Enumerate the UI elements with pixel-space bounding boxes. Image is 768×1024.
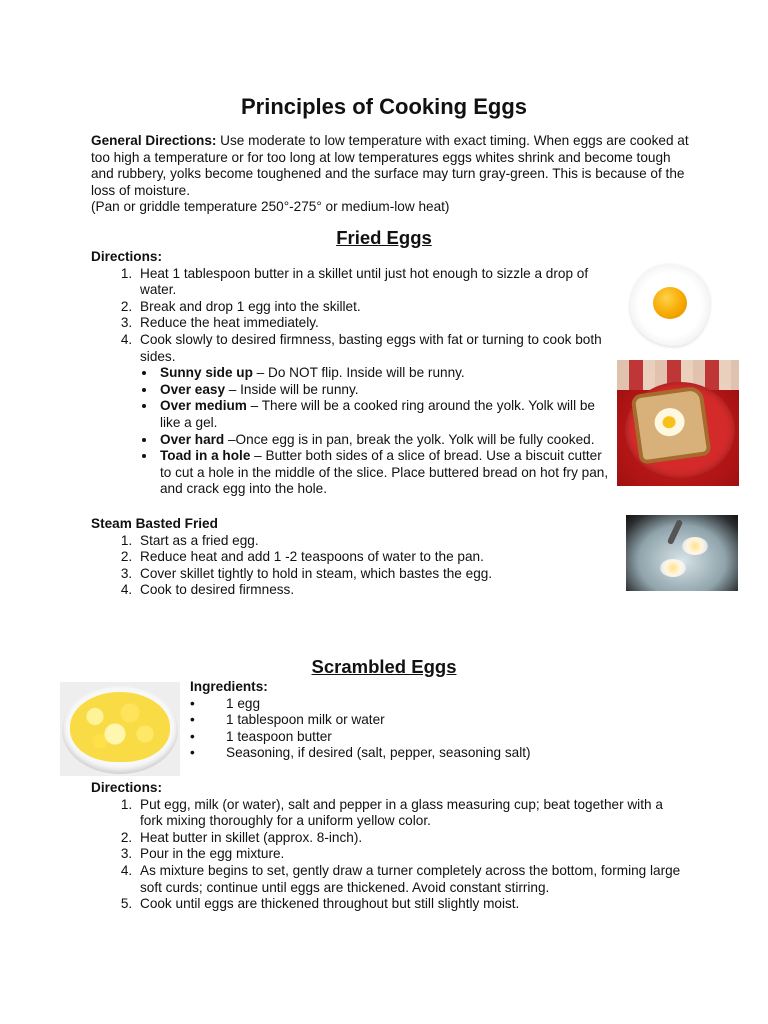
scrambled-directions-label: Directions:: [91, 780, 163, 795]
fried-eggs-section: [91, 249, 611, 498]
fried-step: 2. Break and drop 1 egg into the skillet.: [136, 299, 611, 316]
turner-shape: [667, 519, 683, 545]
ingredients-label: Ingredients:: [190, 679, 268, 694]
general-directions-paragraph: [91, 133, 691, 199]
general-directions-text: Use moderate to low temperature with exact timing. When eggs are cooked at too high a temperature or for too long at low temperatures eggs whites shrink and become tough and rubbery, yolks become toughened and the surface may turn gray-green. This is because of the loss of moisture.: [91, 133, 689, 198]
steam-step: 4. Cook to desired firmness.: [136, 582, 611, 599]
fried-style-desc: – Butter both sides of a slice of bread. Use a biscuit cutter to cut a hole in the middle of the slice. Place buttered bread on hot fry pan, and crack egg into the hole.: [160, 448, 609, 497]
egg-yolk-shape: [653, 287, 687, 319]
temperature-note: (Pan or griddle temperature 250°-275° or medium-low heat): [91, 199, 450, 215]
scrambled-steps-list: [91, 797, 681, 913]
toad-in-a-hole-image: [617, 360, 739, 486]
scrambled-step: 3. Pour in the egg mixture.: [136, 846, 681, 863]
scrambled-ingredients: [190, 679, 610, 762]
steam-basted-egg-image: [626, 515, 738, 591]
fried-style-item: [157, 382, 611, 399]
fried-style-name: Over hard: [160, 431, 225, 447]
fried-directions-label: Directions:: [91, 249, 163, 264]
fried-style-desc: – Do NOT flip. Inside will be runny.: [252, 365, 465, 381]
fried-style-name: Over easy: [160, 381, 226, 397]
general-directions: [91, 133, 691, 216]
fried-style-item: [157, 365, 611, 382]
fried-style-item: [157, 398, 611, 431]
fried-style-name: Toad in a hole: [160, 448, 251, 464]
fried-style-item: [157, 432, 611, 449]
scrambled-eggs-heading: Scrambled Eggs: [311, 656, 457, 677]
basted-egg-shape: [660, 559, 686, 577]
fried-egg-image: [624, 258, 716, 354]
general-directions-label: General Directions:: [91, 133, 217, 148]
fried-style-name: Over medium: [160, 398, 247, 414]
fried-step: 1. Heat 1 tablespoon butter in a skillet until just hot enough to sizzle a drop of water.: [136, 266, 611, 299]
egg-in-hole-shape: [653, 406, 687, 438]
fried-steps-list: [91, 266, 611, 366]
scrambled-step: 2. Heat butter in skillet (approx. 8-inch).: [136, 830, 681, 847]
scrambled-step: 4. As mixture begins to set, gently draw a turner completely across the bottom, forming large soft curds; continue until eggs are thickened. Avoid constant stirring.: [136, 863, 681, 896]
scrambled-step: 1. Put egg, milk (or water), salt and pepper in a glass measuring cup; beat together with a fork mixing thoroughly for a uniform yellow color.: [136, 797, 681, 830]
fried-style-item: [157, 448, 611, 498]
fried-style-desc: – There will be a cooked ring around the yolk. Yolk will be like a gel.: [160, 398, 595, 430]
fried-step: 3. Reduce the heat immediately.: [136, 315, 611, 332]
steam-steps-list: [91, 533, 611, 599]
ingredient-item: • 1 tablespoon milk or water: [190, 712, 610, 729]
basted-egg-shape: [682, 537, 708, 555]
bread-slice-shape: [630, 385, 711, 464]
steam-basted-label: Steam Basted Fried: [91, 516, 218, 531]
steam-step: 2. Reduce heat and add 1 -2 teaspoons of water to the pan.: [136, 549, 611, 566]
ingredient-item: • 1 teaspoon butter: [190, 729, 610, 746]
fried-step: 4. Cook slowly to desired firmness, basting eggs with fat or turning to cook both sides.: [136, 332, 611, 365]
fried-style-desc: – Inside will be runny.: [225, 381, 359, 397]
scrambled-eggs-shape: [70, 692, 170, 762]
fried-style-name: Sunny side up: [160, 365, 253, 381]
steam-step: 1. Start as a fried egg.: [136, 533, 611, 550]
steam-step: 3. Cover skillet tightly to hold in steam, which bastes the egg.: [136, 566, 611, 583]
ingredients-list: [190, 696, 610, 762]
scrambled-step: 5. Cook until eggs are thickened throughout but still slightly moist.: [136, 896, 681, 913]
page-title: Principles of Cooking Eggs: [240, 94, 528, 119]
ingredient-item: • 1 egg: [190, 696, 610, 713]
ingredient-item: • Seasoning, if desired (salt, pepper, seasoning salt): [190, 745, 610, 762]
steam-basted-section: [91, 516, 611, 599]
fried-style-desc: –Once egg is in pan, break the yolk. Yolk will be fully cooked.: [224, 431, 595, 447]
fried-styles-list: [91, 365, 611, 498]
fried-eggs-heading: Fried Eggs: [336, 227, 432, 248]
scrambled-eggs-image: [60, 682, 180, 776]
scrambled-directions: [91, 780, 681, 913]
